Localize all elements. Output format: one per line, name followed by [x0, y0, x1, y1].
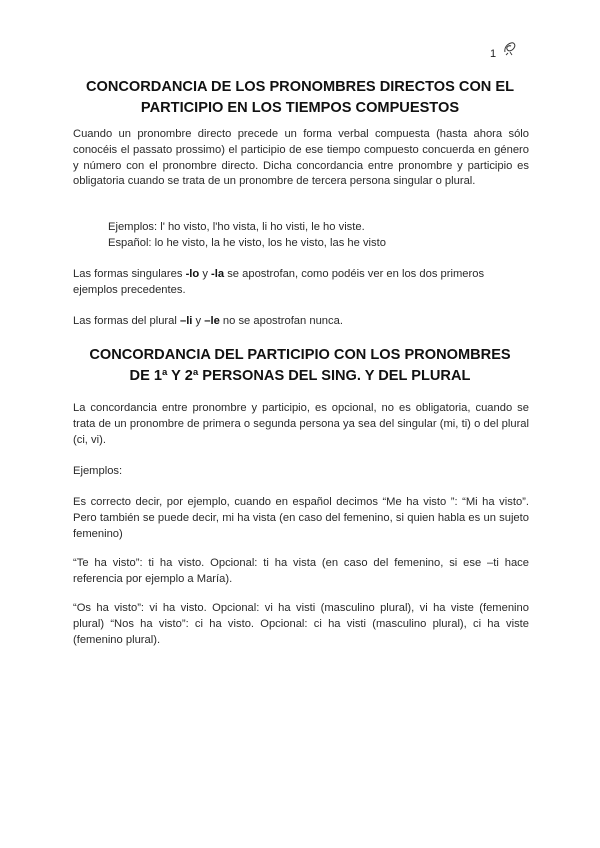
example-spanish: Español: lo he visto, la he visto, los he visto, las he visto: [108, 237, 386, 249]
section-2-intro-paragraph: La concordancia entre pronombre y participio, es opcional, no es obligatoria, cuando se trata de un pronombre de primera o segunda persona ya sea del singular (mi, ti) o del plural (ci, vi).: [73, 402, 529, 446]
section-2-heading: [60, 345, 540, 387]
section-1-heading-line-1: CONCORDANCIA DE LOS PRONOMBRES DIRECTOS CON EL: [85, 79, 515, 95]
pencil-doodle-icon: [502, 40, 518, 56]
singular-forms-paragraph: Las formas singulares -lo y -la se apostrofan, como podéis ver en los dos primeros ejemplos precedentes.: [73, 268, 485, 296]
form-lo: -lo: [185, 268, 200, 280]
examples-label: Ejemplos:: [73, 465, 123, 477]
example-te-ha-visto: “Te ha visto”: ti ha visto. Opcional: ti ha vista (en caso del femenino, si ese –ti hace referencia por ejemplo a María).: [73, 557, 529, 585]
section-1-intro-paragraph: Cuando un pronombre directo precede un forma verbal compuesta (hasta ahora sólo conocéis el passato prossimo) el participio de ese tiempo compuesto concuerda en género y número con el pronombre directo. Dicha concordancia entre pronombre y participio es obligatoria cuando se trata de un pronombre de tercera persona singular o plural.: [73, 128, 529, 188]
form-li: –li: [179, 315, 193, 327]
example-italian: Ejemplos: l' ho visto, l'ho vista, li ho visti, le ho viste.: [108, 221, 365, 233]
example-os-nos-ha-visto: “Os ha visto”: vi ha visto. Opcional: vi ha visti (masculino plural), vi ha viste (femenino plural) “Nos ha visto”: ci ha visto. Opcional: ci ha visti (masculino plural), ci ha viste (femenino plural).: [73, 602, 529, 646]
form-le: –le: [204, 315, 220, 327]
section-2-heading-line-1: CONCORDANCIA DEL PARTICIPIO CON LOS PRONOMBRES: [89, 347, 511, 363]
section-2-heading-line-2: DE 1ª Y 2ª PERSONAS DEL SING. Y DEL PLURAL: [129, 368, 471, 384]
example-me-ha-visto: Es correcto decir, por ejemplo, cuando en español decimos “Me ha visto ”: “Mi ha visto”. Pero también se puede decir, mi ha vista (en caso del femenino, si quien habla es un sujeto femenino): [73, 496, 529, 540]
form-la: -la: [211, 268, 225, 280]
plural-forms-paragraph: Las formas del plural –li y –le no se apostrofan nunca.: [73, 315, 343, 327]
section-1-heading: [60, 77, 540, 119]
page-number: 1: [490, 48, 497, 60]
section-1-heading-line-2: PARTICIPIO EN LOS TIEMPOS COMPUESTOS: [140, 100, 460, 116]
